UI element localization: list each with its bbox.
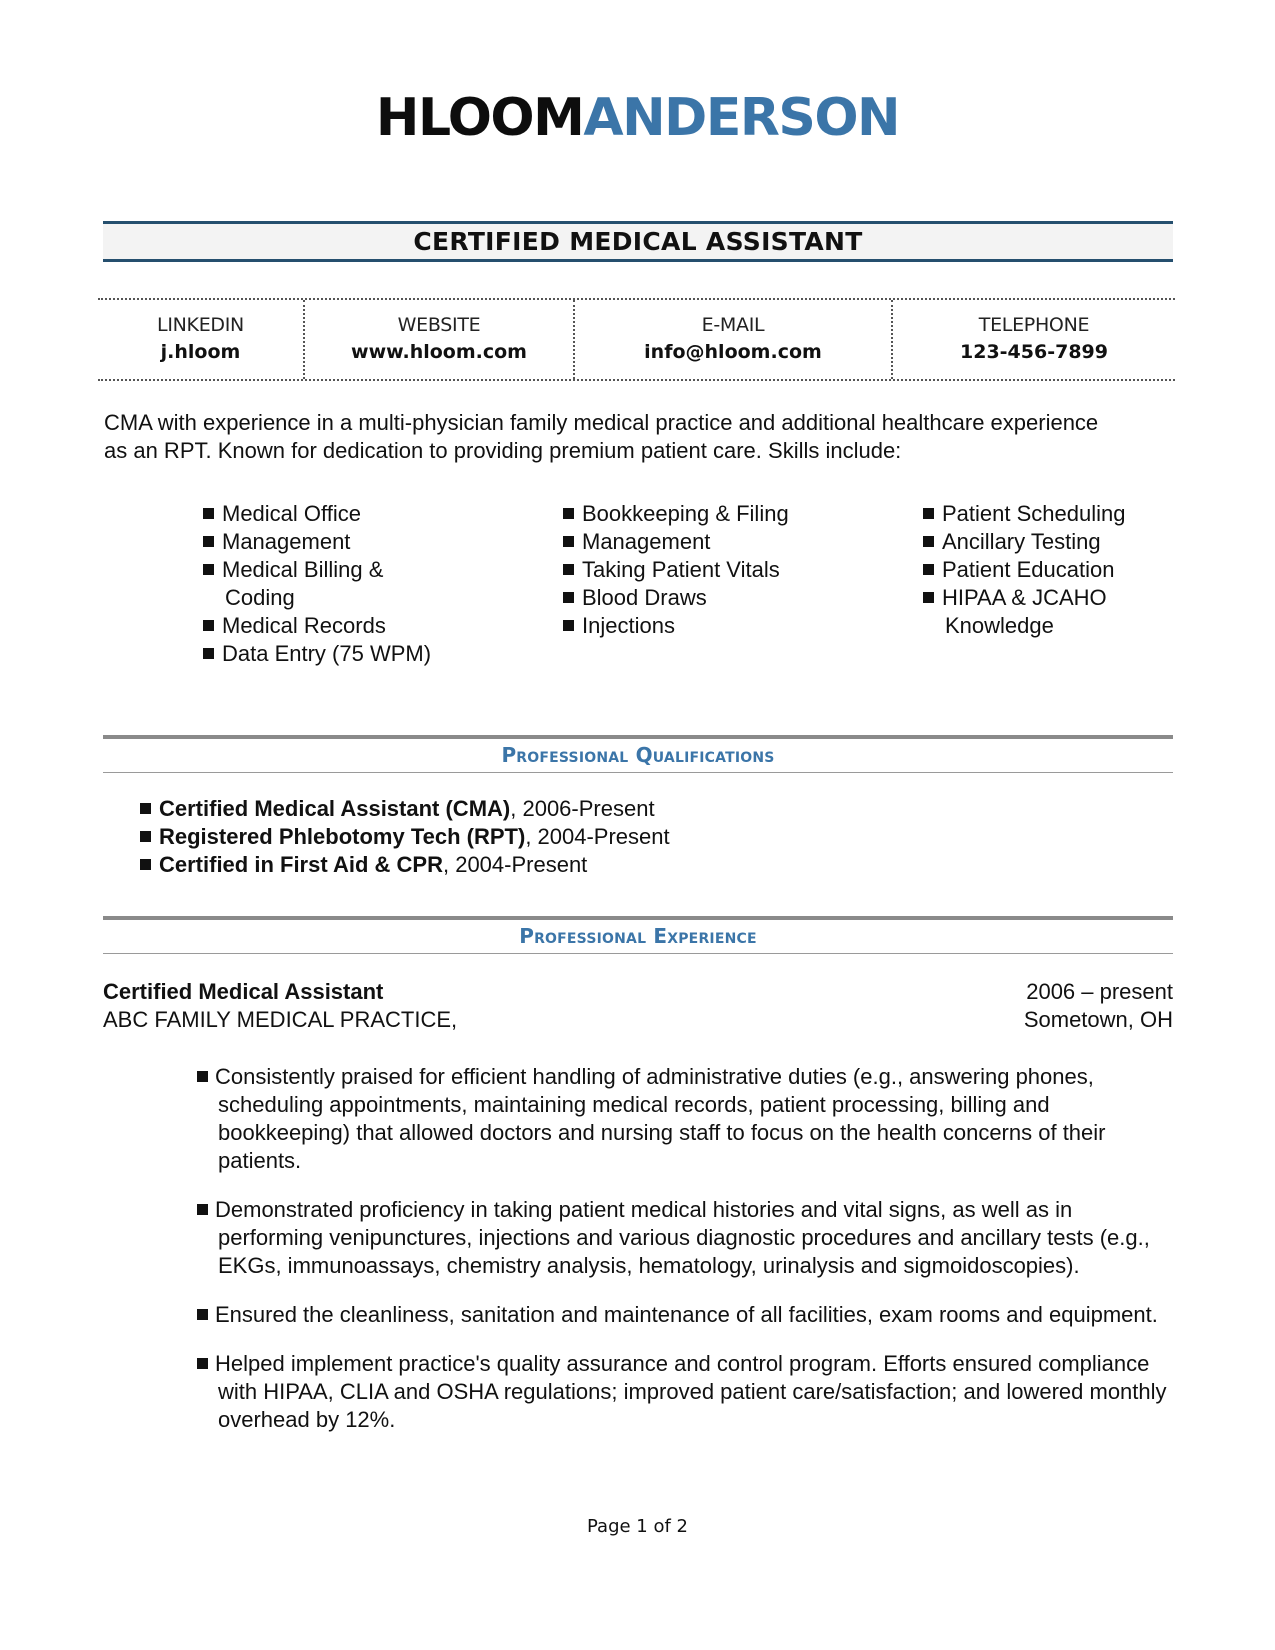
contact-value[interactable]: j.hloom [160, 341, 241, 363]
skill-item: Management [203, 528, 473, 556]
skill-item: Injections [563, 612, 833, 640]
qualification-item: Registered Phlebotomy Tech (RPT), 2004-Present [140, 823, 670, 851]
square-bullet-icon [563, 592, 574, 603]
job-title-banner [103, 221, 1173, 262]
contact-bar [98, 298, 1175, 381]
position-title: Certified Medical Assistant [103, 979, 384, 1004]
job-title-heading: CERTIFIED MEDICAL ASSISTANT [413, 227, 863, 256]
page-number: Page 1 of 2 [587, 1516, 688, 1537]
candidate-name [0, 88, 1275, 148]
skill-item: Patient Education [923, 556, 1153, 584]
employment-dates: 2006 – present [1026, 979, 1173, 1004]
last-name: ANDERSON [583, 88, 900, 148]
square-bullet-icon [203, 648, 214, 659]
employment-location: Sometown, OH [1023, 1007, 1173, 1032]
skill-item: Management [563, 528, 833, 556]
square-bullet-icon [140, 831, 151, 842]
skill-item: Data Entry (75 WPM) [203, 640, 473, 668]
section-heading: Professional Qualifications [501, 743, 775, 767]
experience-section-header [103, 916, 1173, 954]
skill-item: HIPAA & JCAHO Knowledge [923, 584, 1145, 640]
square-bullet-icon [563, 536, 574, 547]
qualification-item: Certified Medical Assistant (CMA), 2006-Present [140, 795, 670, 823]
square-bullet-icon [140, 859, 151, 870]
contact-telephone [891, 300, 1175, 379]
square-bullet-icon [563, 620, 574, 631]
summary-line: CMA with experience in a multi-physician family medical practice and additional healthcare experience [104, 410, 1099, 435]
duty-item: Helped implement practice's quality assurance and control program. Efforts ensured compliance with HIPAA, CLIA and OSHA regulations; improved patient care/satisfaction; and lowered monthly overhead by 12%. [197, 1350, 1167, 1434]
contact-label: TELEPHONE [978, 314, 1090, 336]
skill-item: Ancillary Testing [923, 528, 1153, 556]
square-bullet-icon [203, 564, 214, 575]
square-bullet-icon [923, 508, 934, 519]
contact-linkedin [98, 300, 303, 379]
skills-column-2 [563, 500, 833, 640]
qualification-item: Certified in First Aid & CPR, 2004-Present [140, 851, 670, 879]
square-bullet-icon [197, 1358, 208, 1369]
contact-label: LINKEDIN [157, 314, 244, 336]
square-bullet-icon [197, 1071, 208, 1082]
square-bullet-icon [923, 592, 934, 603]
square-bullet-icon [197, 1204, 208, 1215]
square-bullet-icon [203, 620, 214, 631]
skill-item: Taking Patient Vitals [563, 556, 833, 584]
skills-column-1 [203, 500, 473, 668]
profile-summary [104, 409, 1184, 465]
square-bullet-icon [203, 536, 214, 547]
skill-item: Medical Records [203, 612, 473, 640]
square-bullet-icon [197, 1309, 208, 1320]
contact-value[interactable]: www.hloom.com [351, 341, 527, 363]
skill-item: Medical Office [203, 500, 473, 528]
skill-item: Medical Billing & Coding [203, 556, 415, 612]
contact-label: WEBSITE [397, 314, 481, 336]
square-bullet-icon [923, 536, 934, 547]
qualifications-list [140, 795, 670, 879]
square-bullet-icon [563, 564, 574, 575]
qualifications-section-header [103, 735, 1173, 773]
duty-item: Ensured the cleanliness, sanitation and maintenance of all facilities, exam rooms and equipment. [197, 1301, 1167, 1329]
section-heading: Professional Experience [519, 924, 757, 948]
skill-item: Blood Draws [563, 584, 833, 612]
summary-line: as an RPT. Known for dedication to providing premium patient care. Skills include: [104, 438, 902, 463]
contact-value[interactable]: info@hloom.com [644, 341, 822, 363]
contact-website [303, 300, 573, 379]
square-bullet-icon [563, 508, 574, 519]
duties-list [197, 1063, 1167, 1455]
square-bullet-icon [140, 803, 151, 814]
skill-item: Bookkeeping & Filing [563, 500, 833, 528]
employer-name: ABC FAMILY MEDICAL PRACTICE, [103, 1007, 458, 1032]
duty-item: Consistently praised for efficient handling of administrative duties (e.g., answering phones, scheduling appointments, maintaining medical records, patient processing, billing and bookkeeping) that allowed doctors and nursing staff to focus on the health concerns of their patients. [197, 1063, 1167, 1175]
skill-item: Patient Scheduling [923, 500, 1153, 528]
duty-item: Demonstrated proficiency in taking patient medical histories and vital signs, as well as in performing venipunctures, injections and various diagnostic procedures and ancillary tests (e.g., EKGs, immunoassays, chemistry analysis, hematology, urinalysis and sigmoidoscopies). [197, 1196, 1167, 1280]
contact-value[interactable]: 123-456-7899 [960, 341, 1108, 363]
contact-label: E-MAIL [701, 314, 765, 336]
square-bullet-icon [203, 508, 214, 519]
skills-column-3 [923, 500, 1153, 640]
first-name: HLOOM [375, 88, 584, 148]
square-bullet-icon [923, 564, 934, 575]
contact-email [573, 300, 891, 379]
